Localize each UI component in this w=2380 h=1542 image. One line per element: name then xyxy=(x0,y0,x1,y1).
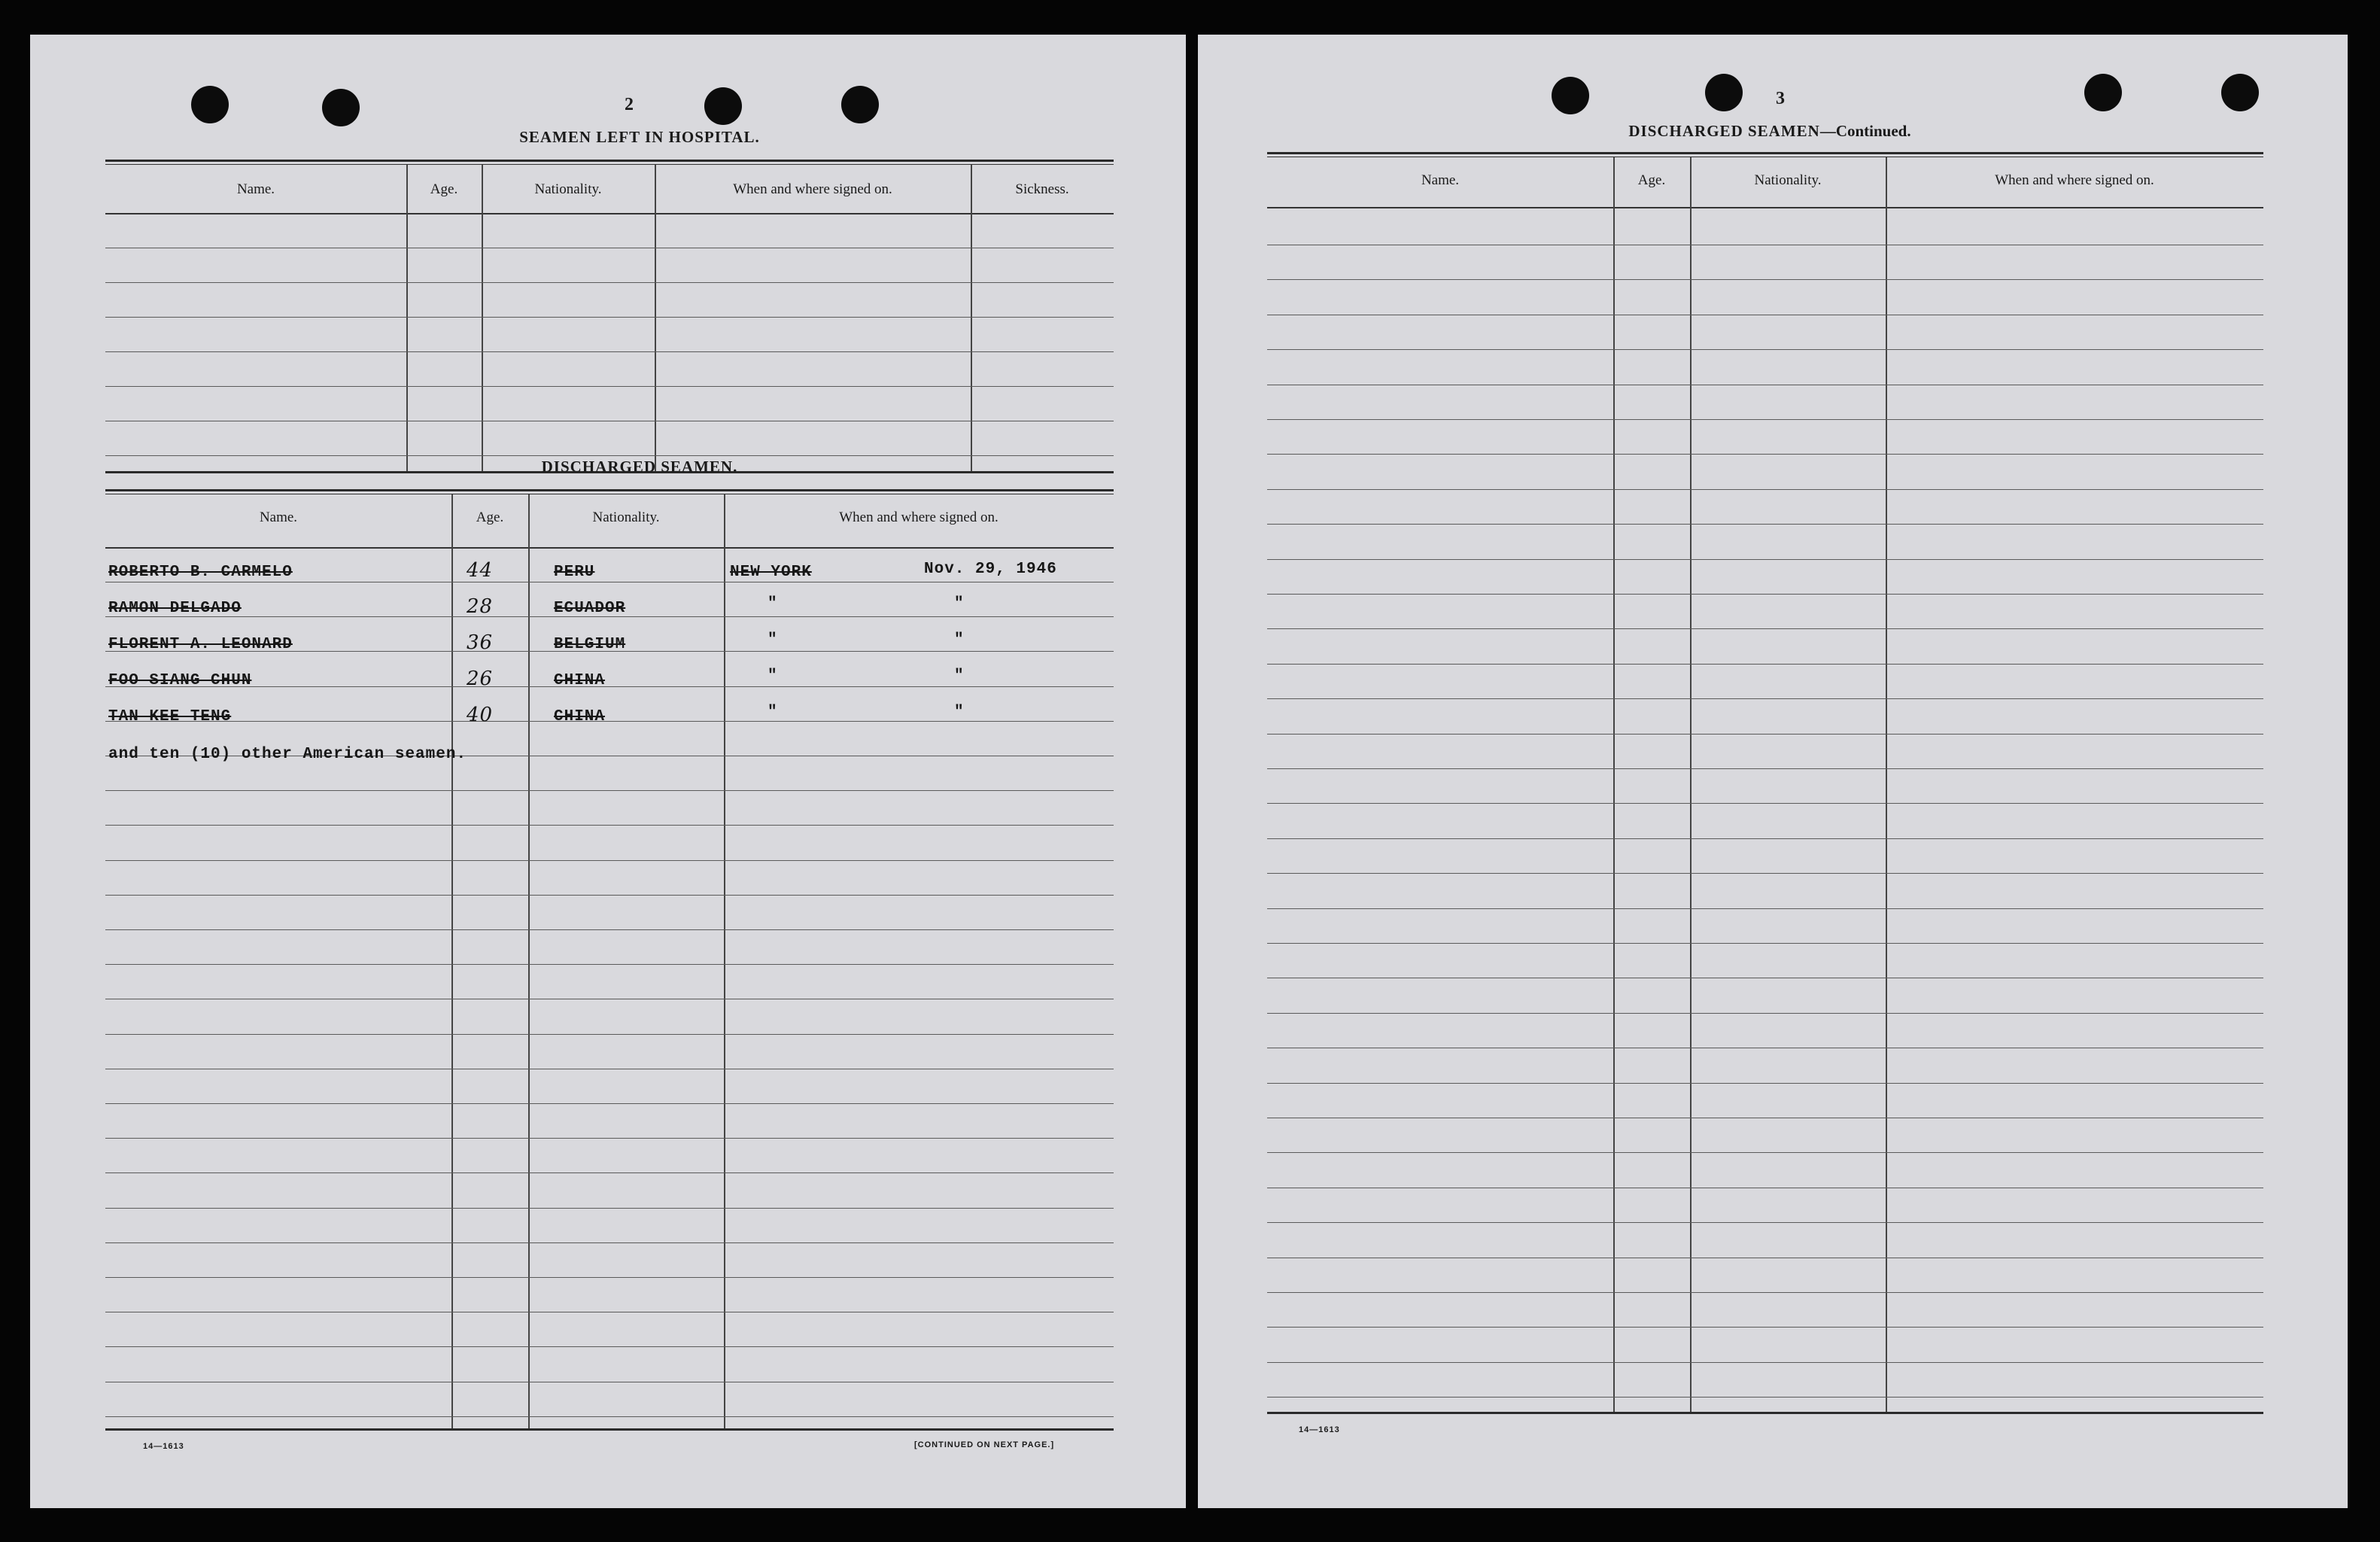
column-divider xyxy=(971,165,972,473)
row-line xyxy=(105,386,1114,387)
seaman-age: 40 xyxy=(467,704,494,726)
row-line xyxy=(1267,943,2263,944)
row-line xyxy=(1267,419,2263,420)
column-header-nationality: Nationality. xyxy=(1754,172,1822,188)
table-header xyxy=(105,165,1114,214)
signed-on-date: " xyxy=(954,595,965,613)
seaman-name: TAN KEE TENG xyxy=(108,708,232,725)
signed-on-date: " xyxy=(954,704,965,721)
other-seamen-note: and ten (10) other American seamen. xyxy=(108,746,467,763)
row-line xyxy=(105,686,1114,687)
row-line xyxy=(1267,908,2263,909)
row-line xyxy=(1267,734,2263,735)
punch-hole xyxy=(704,87,742,125)
row-line xyxy=(105,895,1114,896)
column-divider xyxy=(482,165,483,473)
row-line xyxy=(1267,838,2263,839)
column-header-age: Age. xyxy=(476,509,504,525)
row-line xyxy=(1267,1152,2263,1153)
seaman-age: 36 xyxy=(467,631,494,654)
column-divider xyxy=(451,494,453,1431)
column-header-sickness: Sickness. xyxy=(1015,181,1069,197)
left-page xyxy=(30,35,1186,1508)
row-line xyxy=(105,825,1114,826)
column-divider xyxy=(406,165,408,473)
seaman-nationality: CHINA xyxy=(554,708,606,725)
row-line xyxy=(105,455,1114,456)
row-line xyxy=(105,1103,1114,1104)
discharged-continued-title xyxy=(1574,122,1965,141)
hospital-table xyxy=(105,164,1114,473)
signed-on-place: " xyxy=(767,631,778,649)
punch-hole xyxy=(191,86,229,123)
column-header-signed-on: When and where signed on. xyxy=(1995,172,2154,188)
column-header-signed-on: When and where signed on. xyxy=(733,181,892,197)
seaman-name: FOO SIANG CHUN xyxy=(108,672,252,689)
row-line xyxy=(105,1034,1114,1035)
row-line xyxy=(1267,279,2263,280)
row-line xyxy=(1267,454,2263,455)
signed-on-place: NEW YORK xyxy=(730,564,812,581)
row-line xyxy=(105,860,1114,861)
discharged-table xyxy=(105,494,1114,1431)
punch-hole xyxy=(2221,74,2259,111)
table-header xyxy=(1267,157,2263,208)
signed-on-date: " xyxy=(954,631,965,649)
column-divider xyxy=(1690,157,1692,1414)
punch-hole xyxy=(841,86,879,123)
form-number: 14—1613 xyxy=(143,1442,184,1451)
page-number: 2 xyxy=(625,95,634,114)
row-line xyxy=(105,351,1114,352)
row-line xyxy=(1267,1397,2263,1398)
column-header-age: Age. xyxy=(430,181,458,197)
signed-on-date: Nov. 29, 1946 xyxy=(924,561,1057,578)
row-line xyxy=(105,929,1114,930)
column-divider xyxy=(1613,157,1615,1414)
column-divider xyxy=(1886,157,1887,1414)
seaman-age: 28 xyxy=(467,595,494,618)
row-line xyxy=(1267,698,2263,699)
column-header-name: Name. xyxy=(259,509,298,525)
row-line xyxy=(1267,628,2263,629)
row-line xyxy=(1267,1327,2263,1328)
column-header-signed-on: When and where signed on. xyxy=(839,509,999,525)
row-line xyxy=(1267,768,2263,769)
seaman-nationality: PERU xyxy=(554,564,595,581)
row-line xyxy=(105,1242,1114,1243)
row-line xyxy=(105,1172,1114,1173)
row-line xyxy=(105,1138,1114,1139)
row-line xyxy=(105,317,1114,318)
row-line xyxy=(1267,1222,2263,1223)
column-header-name: Name. xyxy=(1421,172,1460,188)
seaman-nationality: BELGIUM xyxy=(554,636,626,653)
seaman-name: RAMON DELGADO xyxy=(108,600,242,617)
row-line xyxy=(105,1416,1114,1417)
column-header-nationality: Nationality. xyxy=(592,509,660,525)
row-line xyxy=(1267,489,2263,490)
signed-on-place: " xyxy=(767,704,778,721)
punch-hole xyxy=(1705,74,1743,111)
table-header xyxy=(105,494,1114,549)
row-line xyxy=(1267,664,2263,665)
punch-hole xyxy=(1552,77,1589,114)
column-divider xyxy=(655,165,656,473)
hospital-section-title: SEAMEN LEFT IN HOSPITAL. xyxy=(519,128,760,146)
discharged-continued-table xyxy=(1267,157,2263,1414)
table-bottom-rule xyxy=(1267,1412,2263,1414)
continued-note: [CONTINUED ON NEXT PAGE.] xyxy=(914,1440,1055,1449)
signed-on-place: " xyxy=(767,668,778,685)
row-line xyxy=(1267,594,2263,595)
row-line xyxy=(1267,559,2263,560)
column-divider xyxy=(528,494,530,1431)
table-bottom-rule xyxy=(105,1428,1114,1431)
row-line xyxy=(105,964,1114,965)
row-line xyxy=(1267,1013,2263,1014)
form-number: 14—1613 xyxy=(1299,1425,1340,1434)
row-line xyxy=(1267,873,2263,874)
row-line xyxy=(1267,1292,2263,1293)
title-main: DISCHARGED SEAMEN xyxy=(1628,122,1820,140)
seaman-nationality: ECUADOR xyxy=(554,600,626,617)
column-header-nationality: Nationality. xyxy=(534,181,602,197)
row-line xyxy=(105,1277,1114,1278)
seaman-name: FLORENT A. LEONARD xyxy=(108,636,293,653)
row-line xyxy=(1267,1083,2263,1084)
row-line xyxy=(105,1346,1114,1347)
seaman-age: 26 xyxy=(467,668,494,690)
column-header-age: Age. xyxy=(1637,172,1666,188)
seaman-age: 44 xyxy=(467,559,494,582)
row-line xyxy=(1267,349,2263,350)
row-line xyxy=(1267,803,2263,804)
column-header-name: Name. xyxy=(236,181,275,197)
punch-hole xyxy=(322,89,360,126)
signed-on-place: " xyxy=(767,595,778,613)
punch-hole xyxy=(2084,74,2122,111)
row-line xyxy=(105,282,1114,283)
seaman-name: ROBERTO B. CARMELO xyxy=(108,564,293,581)
column-divider xyxy=(724,494,725,1431)
signed-on-date: " xyxy=(954,668,965,685)
row-line xyxy=(1267,524,2263,525)
discharged-section-title: DISCHARGED SEAMEN. xyxy=(541,458,738,476)
row-line xyxy=(1267,1362,2263,1363)
row-line xyxy=(105,790,1114,791)
seaman-nationality: CHINA xyxy=(554,672,606,689)
row-line xyxy=(105,1208,1114,1209)
title-continued: —Continued. xyxy=(1819,122,1911,140)
page-number: 3 xyxy=(1776,89,1785,108)
right-page xyxy=(1198,35,2348,1508)
